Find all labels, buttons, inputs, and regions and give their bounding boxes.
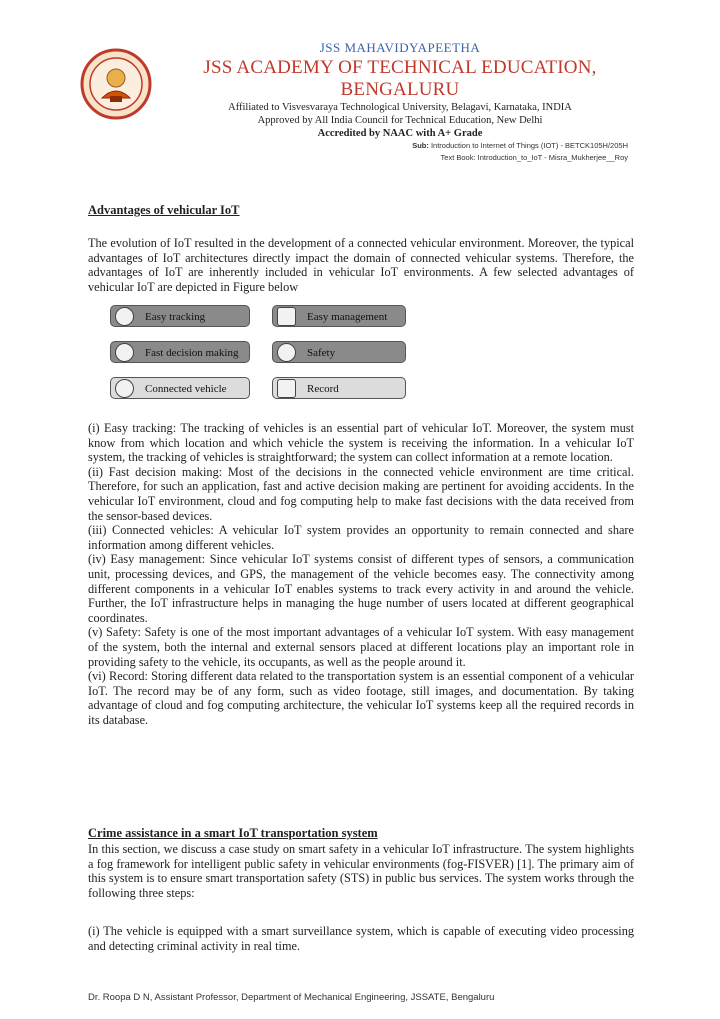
figure-item-connected-vehicle <box>110 377 250 399</box>
subject-info <box>412 140 628 164</box>
figure-item-record <box>272 377 406 399</box>
decision-icon <box>115 343 134 362</box>
point-easy-tracking: (i) Easy tracking: The tracking of vehicles is an essential part of vehicular IoT. Moreover, the system must know from which location and which vehicle the system is receiving the information. In a vehicular IoT system, the tracking of vehicles is straightforward; the system can collect information at a remote location. <box>88 421 634 465</box>
header-line1: JSS MAHAVIDYAPEETHA <box>319 40 481 55</box>
figure-item-label: Connected vehicle <box>145 383 227 395</box>
figure-item-label: Easy tracking <box>145 311 206 323</box>
figure-item-label: Record <box>307 383 339 395</box>
point-safety: (v) Safety: Safety is one of the most important advantages of a vehicular IoT system. With easy management of the system, both the internal and external sensors placed at different locations play an important role in providing safety to the vehicle, its occupants, as well as the people around it. <box>88 625 634 669</box>
affiliation-text: Affiliated to Visvesvaraya Technological University, Belagavi, Karnataka, INDIA <box>228 102 572 113</box>
step-one-paragraph: (i) The vehicle is equipped with a smart surveillance system, which is capable of executing video processing and detecting criminal activity in real time. <box>88 924 634 953</box>
figure-item-label: Fast decision making <box>145 347 239 359</box>
point-easy-management: (iv) Easy management: Since vehicular IoT systems consist of different types of sensors, a communication unit, processing devices, and GPS, the management of the vehicle becomes easy. The connectivity among different components in a vehicular IoT enables systems to track every activity in and around the vehicle. Further, the IoT infrastructure helps in managing the huge number of users located at different geographical coordinates. <box>88 552 634 625</box>
advantages-list <box>88 421 634 727</box>
connected-vehicle-icon <box>115 379 134 398</box>
institution-logo <box>80 48 152 120</box>
management-icon <box>277 307 296 326</box>
figure-item-fast-decision <box>110 341 250 363</box>
institution-header <box>160 40 640 140</box>
figure-item-easy-tracking <box>110 305 250 327</box>
textbook-info: Text Book: Introduction_to_IoT - Misra_Mukherjee__Roy <box>440 153 628 162</box>
tracking-icon <box>115 307 134 326</box>
point-fast-decision: (ii) Fast decision making: Most of the decisions in the connected vehicle environment are time critical. Therefore, for such an application, fast and active decision making are pertinent for avoiding accidents. In the vehicular IoT environment, cloud and fog computing help to make fast decisions with the data received from the sensor-based devices. <box>88 464 634 523</box>
advantages-figure <box>110 305 410 405</box>
institution-name: JSS ACADEMY OF TECHNICAL EDUCATION, BENGALURU <box>203 57 597 100</box>
subject-label: Sub: <box>412 141 429 150</box>
record-icon <box>277 379 296 398</box>
accreditation-text: Accredited by NAAC with A+ Grade <box>317 128 483 139</box>
point-record: (vi) Record: Storing different data related to the transportation system is an essential component of a vehicular IoT. The record may be of any form, such as video footage, still images, and documentation. By taking advantage of cloud and fog computing architecture, the vehicular IoT systems keep all the required records in its database. <box>88 669 634 727</box>
figure-item-easy-management <box>272 305 406 327</box>
figure-item-label: Safety <box>307 347 336 359</box>
page-footer: Dr. Roopa D N, Assistant Professor, Department of Mechanical Engineering, JSSATE, Bengaluru <box>88 992 495 1003</box>
section-heading-crime-assistance: Crime assistance in a smart IoT transportation system <box>88 826 378 840</box>
safety-icon <box>277 343 296 362</box>
figure-item-safety <box>272 341 406 363</box>
figure-item-label: Easy management <box>307 311 388 323</box>
intro-paragraph: The evolution of IoT resulted in the development of a connected vehicular environment. Moreover, the typical advantages of IoT architectures directly impact the domain of connected vehicular systems. Therefore, the advantages of IoT are inherently included in vehicular IoT environments. A few selected advantages of vehicular IoT are depicted in Figure below <box>88 236 634 294</box>
section-heading-advantages: Advantages of vehicular IoT <box>88 203 240 217</box>
point-connected-vehicles: (iii) Connected vehicles: A vehicular IoT system provides an opportunity to remain connected and share information among different vehicles. <box>88 523 634 552</box>
case-study-paragraph: In this section, we discuss a case study on smart safety in a vehicular IoT infrastructure. The system highlights a fog framework for intelligent public safety in vehicular environments (fog-FISVER) [1]. The primary aim of this system is to ensure smart transportation safety (STS) in public bus services. The system works through the following three steps: <box>88 842 634 900</box>
approval-text: Approved by All India Council for Technical Education, New Delhi <box>257 115 543 126</box>
subject-title: Introduction to Internet of Things (IOT) - BETCK105H/205H <box>430 141 628 150</box>
